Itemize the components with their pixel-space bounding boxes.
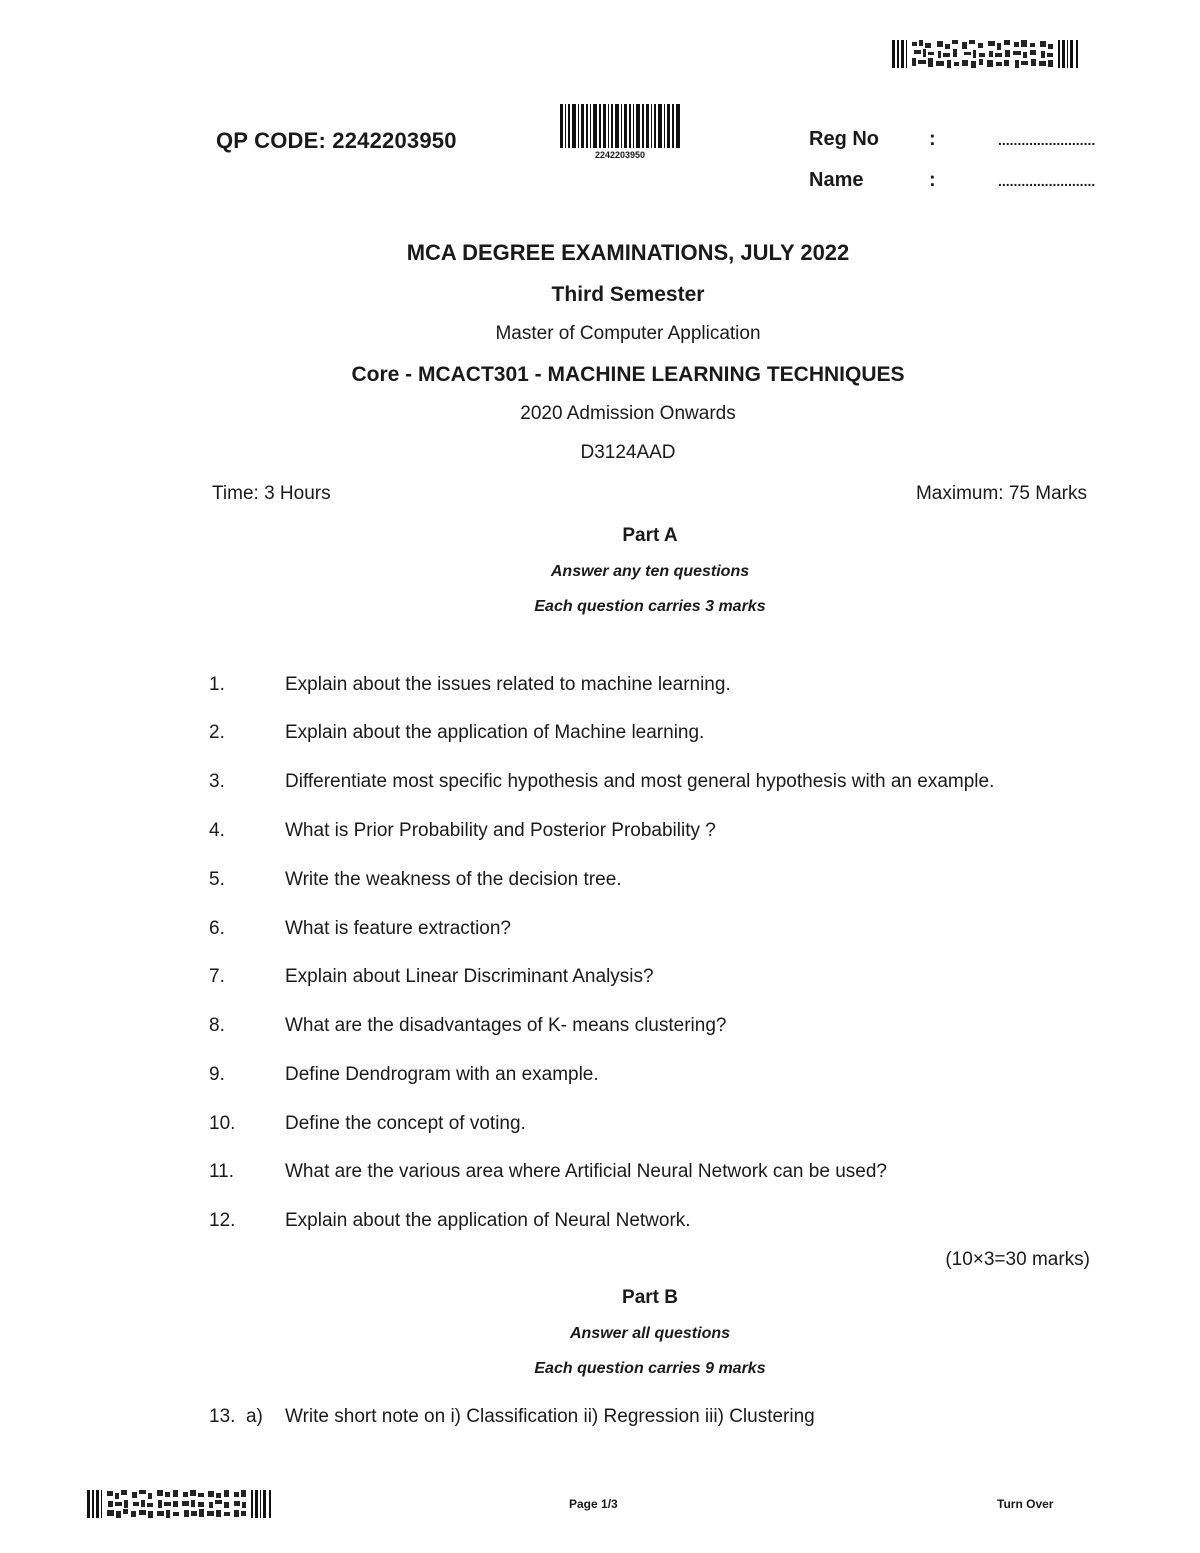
question-text: Define Dendrogram with an example.: [285, 1064, 599, 1085]
question-number: 2.: [209, 722, 225, 743]
reg-no-colon: :: [929, 128, 936, 150]
center-barcode: [560, 104, 680, 148]
exam-title: MCA DEGREE EXAMINATIONS, JULY 2022: [406, 240, 850, 265]
reg-no-blank: .........................: [998, 132, 1096, 148]
name-blank: .........................: [998, 173, 1096, 189]
name-colon: :: [929, 169, 936, 191]
admission: 2020 Admission Onwards: [520, 403, 736, 424]
question-text: Differentiate most specific hypothesis and most general hypothesis with an example.: [285, 771, 995, 792]
question-number: 3.: [209, 771, 225, 792]
bottom-left-barcode: [87, 1490, 272, 1518]
question-number: 13. a): [209, 1406, 263, 1427]
time-allowed: Time: 3 Hours: [212, 483, 331, 504]
page-number: Page 1/3: [569, 1497, 618, 1511]
question-text: Explain about the issues related to machine learning.: [285, 674, 731, 695]
turn-over: Turn Over: [997, 1497, 1054, 1511]
barcode-number: 2242203950: [594, 150, 646, 160]
part-b-instruction-1: Answer all questions: [569, 1325, 731, 1342]
question-number: 10.: [209, 1113, 236, 1134]
question-text: Define the concept of voting.: [285, 1113, 526, 1134]
part-a-instruction-2: Each question carries 3 marks: [534, 598, 766, 615]
question-text: Explain about Linear Discriminant Analysis?: [285, 966, 654, 987]
course-title: Core - MCACT301 - MACHINE LEARNING TECHNIQUES: [351, 363, 905, 386]
bottom-barcode-graphic: [87, 1490, 272, 1518]
part-a-title: Part A: [622, 525, 678, 546]
top-right-barcode: [892, 40, 1080, 68]
question-number: 8.: [209, 1015, 225, 1036]
question-number: 5.: [209, 869, 225, 890]
question-number: 11.: [209, 1161, 235, 1182]
center-barcode-graphic: [560, 104, 680, 148]
question-text: Explain about the application of Neural Network.: [285, 1210, 691, 1231]
question-number: 9.: [209, 1064, 225, 1085]
part-b-instruction-2: Each question carries 9 marks: [534, 1360, 766, 1377]
question-text: Explain about the application of Machine learning.: [285, 722, 705, 743]
qp-code: QP CODE: 2242203950: [216, 128, 457, 153]
question-text: What are the disadvantages of K- means clustering?: [285, 1015, 727, 1036]
part-a-marks-summary: (10×3=30 marks): [945, 1249, 1090, 1270]
question-text: Write short note on i) Classification ii) Regression iii) Clustering: [285, 1406, 815, 1427]
program: Master of Computer Application: [495, 323, 761, 344]
question-number: 1.: [209, 674, 225, 695]
question-number: 12.: [209, 1210, 236, 1231]
question-number: 4.: [209, 820, 225, 841]
paper-code: D3124AAD: [580, 442, 676, 463]
name-label: Name: [809, 169, 864, 191]
question-text: What are the various area where Artificial Neural Network can be used?: [285, 1161, 887, 1182]
question-number: 7.: [209, 966, 225, 987]
reg-no-label: Reg No: [809, 128, 879, 150]
part-b-title: Part B: [622, 1287, 678, 1308]
top-barcode-graphic: [892, 40, 1080, 68]
question-text: What is feature extraction?: [285, 918, 511, 939]
question-number: 6.: [209, 918, 225, 939]
question-text: Write the weakness of the decision tree.: [285, 869, 622, 890]
question-text: What is Prior Probability and Posterior Probability ?: [285, 820, 716, 841]
maximum-marks: Maximum: 75 Marks: [915, 483, 1087, 504]
part-a-instruction-1: Answer any ten questions: [550, 563, 750, 580]
semester: Third Semester: [551, 283, 705, 306]
